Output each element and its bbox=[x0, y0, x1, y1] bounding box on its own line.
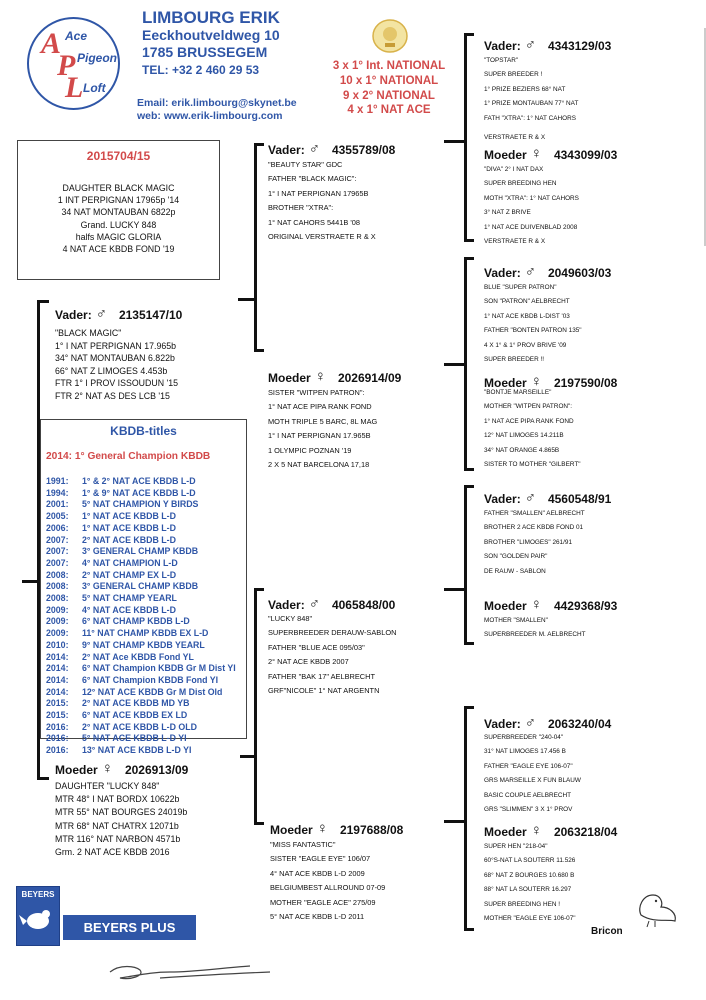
kbdb-title-item bbox=[46, 499, 236, 511]
kbdb-title-year: 2016: bbox=[46, 745, 69, 756]
pigeon-icon bbox=[17, 901, 59, 947]
subject-line: Grand. LUCKY 848 bbox=[80, 219, 157, 230]
gen3-sire-3-details bbox=[484, 507, 585, 579]
detail-line: "BEAUTY STAR" GDC bbox=[268, 160, 343, 169]
kbdb-title-text: 2° NAT CHAMP EX L-D bbox=[82, 569, 177, 580]
detail-line: BELGIUMBEST ALLROUND 07-09 bbox=[270, 883, 386, 893]
role: Moeder bbox=[484, 599, 527, 613]
bracket-line bbox=[464, 706, 467, 931]
kbdb-title-item bbox=[46, 488, 236, 500]
dam-title bbox=[55, 760, 188, 777]
detail-line: 3° NAT Z BRIVE bbox=[484, 209, 531, 217]
pigeon-icon bbox=[623, 885, 683, 929]
gen3-dam-4-title bbox=[484, 822, 617, 839]
detail-line: SUPER BREEDING HEN ! bbox=[484, 900, 560, 908]
detail-line: FATHER "BLACK MAGIC": bbox=[268, 174, 357, 184]
kbdb-title-item bbox=[46, 663, 236, 675]
dam-line: MTR 55° NAT BOURGES 24019b bbox=[55, 807, 188, 818]
male-symbol-icon: ♂ bbox=[95, 305, 107, 322]
gen2-sire-2-details bbox=[268, 612, 396, 698]
subject-line: 4 NAT ACE KBDB FOND '19 bbox=[62, 244, 175, 255]
kbdb-title-item bbox=[46, 511, 236, 523]
detail-line: VERSTRAETE R & X bbox=[484, 134, 546, 142]
sire-line: FTR 2° NAT AS DES LCB '15 bbox=[55, 390, 170, 401]
male-symbol-icon: ♂ bbox=[524, 489, 536, 506]
ring: 2026914/09 bbox=[337, 371, 402, 385]
dam-line: MTR 48° I NAT BORDX 10622b bbox=[55, 794, 180, 805]
gen3-sire-1-title bbox=[484, 36, 611, 53]
kbdb-title-text: 11° NAT CHAMP KBDB EX L-D bbox=[82, 628, 209, 639]
kbdb-title-year: 1991: bbox=[46, 476, 69, 486]
detail-line: "LUCKY 848" bbox=[268, 614, 313, 623]
detail-line: 1° NAT ACE PIPA RANK FOND bbox=[268, 402, 372, 412]
subject-box bbox=[17, 140, 220, 280]
detail-line: 4° NAT ACE KBDB L-D 2009 bbox=[270, 868, 365, 878]
bracket-line bbox=[254, 588, 264, 591]
detail-line: 1° PRIZE MONTAUBAN 77° NAT bbox=[484, 100, 579, 108]
detail-line: 1° NAT CAHORS 5441B '08 bbox=[268, 217, 360, 227]
telephone: TEL: +32 2 460 29 53 bbox=[142, 62, 260, 77]
detail-line: SON "GOLDEN PAIR" bbox=[484, 553, 548, 561]
bracket-line bbox=[464, 928, 474, 931]
bricon-logo bbox=[588, 885, 688, 940]
kbdb-title-year: 2016: bbox=[46, 721, 69, 732]
kbdb-title-year: 2009: bbox=[46, 616, 69, 627]
sire-line: 34° NAT MONTAUBAN 6.822b bbox=[55, 353, 175, 364]
role: Vader: bbox=[268, 598, 305, 612]
bracket-line bbox=[444, 140, 466, 143]
detail-line: 5° NAT ACE KBDB L-D 2011 bbox=[270, 912, 365, 922]
detail-line: 1° NAT ACE KBDB L-DIST '03 bbox=[484, 312, 570, 320]
detail-line: SISTER "WITPEN PATRON": bbox=[268, 388, 365, 397]
female-symbol-icon: ♀ bbox=[314, 368, 326, 385]
role: Vader: bbox=[484, 266, 521, 280]
gen3-sire-4-details bbox=[484, 731, 581, 817]
kbdb-title-text: 1° NAT ACE KBDB L-D bbox=[82, 522, 176, 533]
detail-line: 1° I NAT PERPIGNAN 17.965B bbox=[268, 431, 371, 441]
kbdb-title-text: 5° NAT CHAMPION Y BIRDS bbox=[82, 499, 199, 510]
detail-line: VERSTRAETE R & X bbox=[484, 238, 546, 246]
detail-line: 1° I NAT PERPIGNAN 17965B bbox=[268, 188, 369, 198]
detail-line: SISTER TO MOTHER "GILBERT" bbox=[484, 461, 581, 469]
female-symbol-icon: ♀ bbox=[101, 760, 113, 777]
kbdb-title-year: 2007: bbox=[46, 534, 69, 545]
detail-line: MOTH "XTRA": 1° NAT CAHORS bbox=[484, 194, 579, 202]
kbdb-title-text: 3° GENERAL CHAMP KBDB bbox=[82, 546, 199, 557]
detail-line: MOTHER "WITPEN PATRON": bbox=[484, 403, 573, 411]
gen2-dam-1-details bbox=[268, 386, 377, 472]
kbdb-title-item bbox=[46, 652, 236, 664]
logo-text-loft: Loft bbox=[83, 81, 106, 95]
bracket-line bbox=[254, 143, 257, 352]
gen2-dam-1-title bbox=[268, 368, 401, 385]
ring: 2197590/08 bbox=[553, 376, 618, 390]
subject-line: halfs MAGIC GLORIA bbox=[75, 231, 162, 242]
detail-line: 60°S-NAT LA SOUTERR 11.526 bbox=[484, 857, 576, 865]
ring: 4560548/91 bbox=[547, 492, 612, 506]
kbdb-title-text: 2° NAT ACE KBDB L-D OLD bbox=[82, 721, 197, 732]
kbdb-title-item bbox=[46, 593, 236, 605]
beyers-plus-text: BEYERS PLUS bbox=[83, 920, 176, 935]
male-symbol-icon: ♂ bbox=[524, 263, 536, 280]
detail-line: SUPER HEN "218-04" bbox=[484, 843, 548, 850]
female-symbol-icon: ♀ bbox=[530, 373, 542, 390]
owner-name: LIMBOURG ERIK bbox=[142, 8, 280, 27]
female-symbol-icon: ♀ bbox=[530, 596, 542, 613]
role: Moeder bbox=[484, 376, 527, 390]
detail-line: MOTH TRIPLE 5 BARC, 8L MAG bbox=[268, 416, 378, 426]
dam-line: MTR 68° NAT CHATRX 12071b bbox=[55, 820, 179, 831]
detail-line: FATHER "BAK 17" AELBRECHT bbox=[268, 671, 375, 681]
kbdb-title-item bbox=[46, 535, 236, 547]
kbdb-title-year: 2007: bbox=[46, 546, 69, 557]
logo-text-ace: Ace bbox=[65, 29, 88, 43]
kbdb-title-item bbox=[46, 546, 236, 558]
kbdb-titles-list bbox=[46, 476, 236, 757]
beyers-logo bbox=[16, 886, 60, 946]
sire-line: 1° I NAT PERPIGNAN 17.965b bbox=[55, 340, 177, 351]
kbdb-title-item bbox=[46, 476, 236, 488]
achievements bbox=[330, 59, 448, 118]
gen2-dam-2-details bbox=[270, 838, 385, 924]
bracket-line bbox=[464, 33, 467, 242]
ring: 2049603/03 bbox=[547, 266, 612, 280]
detail-line: DE RAUW - SABLON bbox=[484, 567, 546, 575]
kbdb-title-item bbox=[46, 640, 236, 652]
detail-line: ORIGINAL VERSTRAETE R & X bbox=[268, 232, 376, 242]
kbdb-title-item bbox=[46, 675, 236, 687]
logo-letter-a: A bbox=[41, 27, 62, 60]
bracket-line bbox=[464, 485, 474, 488]
subject-details bbox=[18, 182, 219, 255]
role: Moeder bbox=[268, 371, 311, 385]
bracket-line bbox=[254, 143, 264, 146]
kbdb-title-item bbox=[46, 558, 236, 570]
female-symbol-icon: ♀ bbox=[530, 145, 542, 162]
detail-line: FATH "XTRA": 1° NAT CAHORS bbox=[484, 114, 576, 122]
detail-line: "DIVA" 2° I NAT DAX bbox=[484, 166, 544, 173]
kbdb-title-item bbox=[46, 722, 236, 734]
kbdb-title-text: 5° NAT CHAMP YEARL bbox=[82, 593, 177, 604]
ring: 4429368/93 bbox=[553, 599, 618, 613]
ring: 4065848/00 bbox=[331, 598, 396, 612]
kbdb-title-text: 2° NAT Ace KBDB Fond YL bbox=[82, 651, 194, 662]
email: Email: erik.limbourg@skynet.be bbox=[137, 97, 297, 109]
bracket-line bbox=[444, 820, 466, 823]
street-address: Eeckhoutveldweg 10 bbox=[142, 26, 280, 43]
bracket-line bbox=[37, 777, 49, 780]
kbdb-title-item bbox=[46, 710, 236, 722]
male-symbol-icon: ♂ bbox=[524, 36, 536, 53]
detail-line: BROTHER "LIMOGES" 261/91 bbox=[484, 538, 572, 546]
role: Vader: bbox=[484, 717, 521, 731]
role: Vader: bbox=[484, 39, 521, 53]
bracket-line bbox=[254, 349, 264, 352]
detail-line: SISTER "EAGLE EYE" 106/07 bbox=[270, 854, 371, 864]
gen3-sire-2-details bbox=[484, 281, 582, 367]
detail-line: "BONTJE MARSEILLE" bbox=[484, 389, 552, 396]
female-symbol-icon: ♀ bbox=[316, 820, 328, 837]
kbdb-title-text: 2° NAT ACE KBDB MD YB bbox=[82, 698, 190, 709]
achievement-line: 10 x 1° NATIONAL bbox=[339, 74, 439, 87]
kbdb-title-text: 2° NAT ACE KBDB L-D bbox=[82, 534, 176, 545]
role: Vader: bbox=[484, 492, 521, 506]
bracket-line bbox=[240, 755, 257, 758]
kbdb-title-year: 2010: bbox=[46, 639, 69, 650]
kbdb-title-text: 4° NAT ACE KBDB L-D bbox=[82, 604, 176, 615]
gen3-sire-1-details bbox=[484, 54, 578, 145]
kbdb-title-text: 13° NAT ACE KBDB L-D YI bbox=[82, 745, 192, 756]
bracket-line bbox=[464, 642, 474, 645]
kbdb-title-year: 2015: bbox=[46, 698, 69, 709]
ring: 4343129/03 bbox=[547, 39, 612, 53]
detail-line: 1° NAT ACE DUIVENBLAD 2008 bbox=[484, 223, 578, 231]
role: Moeder bbox=[484, 148, 527, 162]
kbdb-title-year: 2006: bbox=[46, 522, 69, 533]
gen3-sire-3-title bbox=[484, 489, 611, 506]
kbdb-title-item bbox=[46, 698, 236, 710]
kbdb-title-item bbox=[46, 581, 236, 593]
detail-line: FATHER "BLUE ACE 095/03" bbox=[268, 642, 365, 652]
contact-block bbox=[142, 9, 280, 79]
detail-line: 1° PRIZE BEZIERS 68° NAT bbox=[484, 85, 566, 93]
beyers-plus-banner bbox=[63, 915, 196, 940]
bracket-line bbox=[464, 485, 467, 645]
sire-line: FTR 1° I PROV ISSOUDUN '15 bbox=[55, 378, 179, 389]
detail-line: MOTHER "EAGLE ACE" 275/09 bbox=[270, 897, 376, 907]
kbdb-title-text: 6° NAT ACE KBDB EX LD bbox=[82, 710, 188, 721]
gen2-sire-2-title bbox=[268, 595, 395, 612]
kbdb-title-item bbox=[46, 523, 236, 535]
kbdb-title-year: 2016: bbox=[46, 733, 69, 744]
bracket-line bbox=[254, 588, 257, 825]
detail-line: FATHER "SMALLEN" AELBRECHT bbox=[484, 510, 585, 517]
sire-role: Vader: bbox=[55, 308, 92, 322]
bracket-line bbox=[37, 300, 49, 303]
detail-line: SUPERBREEDER M. AELBRECHT bbox=[484, 631, 586, 639]
detail-line: 12° NAT LIMOGES 14.211B bbox=[484, 432, 564, 440]
role: Moeder bbox=[484, 825, 527, 839]
bracket-line bbox=[464, 257, 474, 260]
kbdb-titles-heading: KBDB-titles bbox=[110, 424, 177, 438]
kbdb-title-year: 2014: bbox=[46, 663, 69, 674]
bracket-line bbox=[464, 468, 474, 471]
kbdb-title-text: 12° NAT ACE KBDB Gr M Dist Old bbox=[82, 686, 223, 697]
logo-letter-p: P bbox=[57, 49, 76, 82]
ring: 4343099/03 bbox=[553, 148, 618, 162]
subject-ring: 2015704/15 bbox=[86, 149, 151, 163]
sire-line: "BLACK MAGIC" bbox=[55, 328, 122, 338]
kbdb-title-text: 3° GENERAL CHAMP KBDB bbox=[82, 581, 199, 592]
detail-line: SUPER BREEDER !! bbox=[484, 356, 545, 364]
gen3-dam-1-details bbox=[484, 163, 579, 249]
dam-ring: 2026913/09 bbox=[124, 763, 189, 777]
kbdb-title-year: 2007: bbox=[46, 557, 69, 568]
signature bbox=[100, 950, 280, 990]
detail-line: BLUE "SUPER PATRON" bbox=[484, 284, 557, 291]
detail-line: BROTHER 2 ACE KBDB FOND 01 bbox=[484, 524, 584, 532]
kbdb-title-year: 2009: bbox=[46, 628, 69, 639]
role: Moeder bbox=[270, 823, 313, 837]
bracket-line bbox=[464, 33, 474, 36]
detail-line: MOTHER "SMALLEN" bbox=[484, 617, 548, 624]
beyers-logo-text: BEYERS bbox=[21, 890, 55, 899]
male-symbol-icon: ♂ bbox=[308, 140, 320, 157]
kbdb-title-year: 2008: bbox=[46, 581, 69, 592]
kbdb-title-item bbox=[46, 745, 236, 757]
kbdb-title-year: 2009: bbox=[46, 604, 69, 615]
detail-line: MOTHER "EAGLE EYE 106-07" bbox=[484, 915, 576, 923]
kbdb-title-item bbox=[46, 687, 236, 699]
gen3-dam-1-title bbox=[484, 145, 617, 162]
kbdb-title-year: 2005: bbox=[46, 511, 69, 522]
web-contact bbox=[137, 97, 297, 123]
subject-line: 1 INT PERPIGNAN 17965p '14 bbox=[57, 195, 180, 206]
dam-line: MTR 116° NAT NARBON 4571b bbox=[55, 833, 181, 844]
detail-line: 34° NAT ORANGE 4.865B bbox=[484, 446, 560, 454]
gen2-sire-1-title bbox=[268, 140, 395, 157]
kbdb-title-text: 6° NAT Champion KBDB Gr M Dist YI bbox=[82, 663, 236, 674]
female-symbol-icon: ♀ bbox=[530, 822, 542, 839]
sire-line: 66° NAT Z LIMOGES 4.453b bbox=[55, 365, 168, 376]
gen2-sire-1-details bbox=[268, 158, 376, 244]
dam-line: Grm. 2 NAT ACE KBDB 2016 bbox=[55, 847, 170, 858]
male-symbol-icon: ♂ bbox=[524, 714, 536, 731]
logo-letter-l: L bbox=[65, 71, 84, 104]
sire-details bbox=[55, 327, 178, 403]
detail-line: GRS MARSEILLE X FUN BLAUW bbox=[484, 777, 581, 785]
bricon-text: Bricon bbox=[591, 926, 623, 937]
kbdb-title-text: 1° & 9° NAT ACE KBDB L-D bbox=[82, 487, 196, 498]
kbdb-title-text: 5° NAT ACE KBDB L-D YI bbox=[82, 733, 187, 744]
kbdb-title-year: 1994: bbox=[46, 487, 69, 498]
detail-line: "MISS FANTASTIC" bbox=[270, 840, 336, 849]
gen3-dam-3-details bbox=[484, 614, 586, 643]
detail-line: BROTHER "XTRA": bbox=[268, 203, 334, 213]
ace-pigeon-loft-logo bbox=[27, 17, 120, 110]
kbdb-title-year: 2008: bbox=[46, 593, 69, 604]
detail-line: 4 X 1° & 1° PROV BRIVE '09 bbox=[484, 341, 567, 349]
sire-ring: 2135147/10 bbox=[118, 308, 183, 322]
kbdb-title-text: 1° NAT ACE KBDB L-D bbox=[82, 511, 176, 522]
kbdb-title-year: 2001: bbox=[46, 499, 69, 510]
bracket-line bbox=[444, 588, 466, 591]
dam-line: DAUGHTER "LUCKY 848" bbox=[55, 781, 160, 791]
ring: 2063240/04 bbox=[547, 717, 612, 731]
gen3-sire-2-title bbox=[484, 263, 611, 280]
ring: 2197688/08 bbox=[339, 823, 404, 837]
kbdb-title-text: 9° NAT CHAMP KBDB YEARL bbox=[82, 639, 205, 650]
detail-line: SUPERBREEDER "240-04" bbox=[484, 734, 564, 741]
detail-line: 2° NAT ACE KBDB 2007 bbox=[268, 657, 349, 667]
ring: 2063218/04 bbox=[553, 825, 618, 839]
kbdb-title-item bbox=[46, 570, 236, 582]
detail-line: 2 X 5 NAT BARCELONA 17,18 bbox=[268, 460, 370, 470]
kbdb-title-item bbox=[46, 605, 236, 617]
detail-line: BASIC COUPLE AELBRECHT bbox=[484, 791, 572, 799]
gen3-dam-4-details bbox=[484, 840, 576, 926]
detail-line: GRS "SLIMMEN" 3 X 1° PROV bbox=[484, 806, 573, 814]
city-address: 1785 BRUSSEGEM bbox=[142, 44, 268, 60]
bracket-line bbox=[464, 706, 474, 709]
achievement-line: 9 x 2° NATIONAL bbox=[343, 89, 435, 102]
male-symbol-icon: ♂ bbox=[308, 595, 320, 612]
kbdb-title-text: 6° NAT Champion KBDB Fond YI bbox=[82, 674, 219, 685]
detail-line: GRF"NICOLE" 1° NAT ARGENTN bbox=[268, 686, 380, 696]
achievement-line: 3 x 1° Int. NATIONAL bbox=[332, 60, 446, 72]
ring: 4355789/08 bbox=[331, 143, 396, 157]
role: Vader: bbox=[268, 143, 305, 157]
dam-details bbox=[55, 780, 187, 859]
gen3-dam-3-title bbox=[484, 596, 617, 613]
kbdb-title-item bbox=[46, 733, 236, 745]
kbdb-title-year: 2008: bbox=[46, 569, 69, 580]
kbdb-titles-highlight: 2014: 1° General Champion KBDB bbox=[46, 451, 211, 462]
bracket-line bbox=[254, 822, 264, 825]
gen3-dam-2-details bbox=[484, 386, 581, 472]
logo-text-pigeon: Pigeon bbox=[77, 51, 118, 65]
detail-line: 88° NAT LA SOUTERR 16.297 bbox=[484, 886, 572, 894]
kbdb-titles-box bbox=[40, 419, 247, 756]
detail-line: SUPERBREEDER DERAUW-SABLON bbox=[268, 628, 397, 638]
detail-line: 1 OLYMPIC POZNAN '19 bbox=[268, 445, 352, 455]
sire-title bbox=[55, 305, 182, 322]
gen3-sire-4-title bbox=[484, 714, 611, 731]
detail-line: 68° NAT Z BOURGES 10.680 B bbox=[484, 871, 575, 879]
bracket-line bbox=[22, 580, 39, 583]
bracket-line bbox=[444, 363, 466, 366]
detail-line: 1° NAT ACE PIPA RANK FOND bbox=[484, 417, 574, 425]
achievement-line: 4 x 1° NAT ACE bbox=[347, 104, 431, 117]
bracket-line bbox=[464, 239, 474, 242]
dam-role: Moeder bbox=[55, 763, 98, 777]
gen2-dam-2-title bbox=[270, 820, 403, 837]
kbdb-title-year: 2014: bbox=[46, 674, 69, 685]
detail-line: FATHER "EAGLE EYE 106-07" bbox=[484, 762, 573, 770]
detail-line: FATHER "BONTEN PATRON 135" bbox=[484, 327, 582, 335]
kbdb-title-year: 2014: bbox=[46, 686, 69, 697]
kbdb-title-text: 6° NAT CHAMP KBDB L-D bbox=[82, 616, 190, 627]
detail-line: SON "PATRON" AELBRECHT bbox=[484, 298, 570, 306]
kbdb-title-year: 2015: bbox=[46, 710, 69, 721]
kbdb-title-item bbox=[46, 628, 236, 640]
subject-line: 34 NAT MONTAUBAN 6822p bbox=[61, 207, 176, 218]
kbdb-title-item bbox=[46, 616, 236, 628]
detail-line: SUPER BREEDER ! bbox=[484, 71, 543, 79]
detail-line: "TOPSTAR" bbox=[484, 57, 519, 64]
bracket-line bbox=[238, 298, 256, 301]
kbdb-title-text: 1° & 2° NAT ACE KBDB L-D bbox=[82, 476, 196, 486]
detail-line: SUPER BREEDING HEN bbox=[484, 180, 557, 188]
trophy-icon bbox=[370, 16, 410, 54]
detail-line: 31° NAT LIMOGES 17.456 B bbox=[484, 748, 566, 756]
website: web: www.erik-limbourg.com bbox=[137, 110, 283, 122]
kbdb-title-text: 4° NAT CHAMPION L-D bbox=[82, 557, 178, 568]
kbdb-title-year: 2014: bbox=[46, 651, 69, 662]
subject-line: DAUGHTER BLACK MAGIC bbox=[62, 183, 175, 193]
